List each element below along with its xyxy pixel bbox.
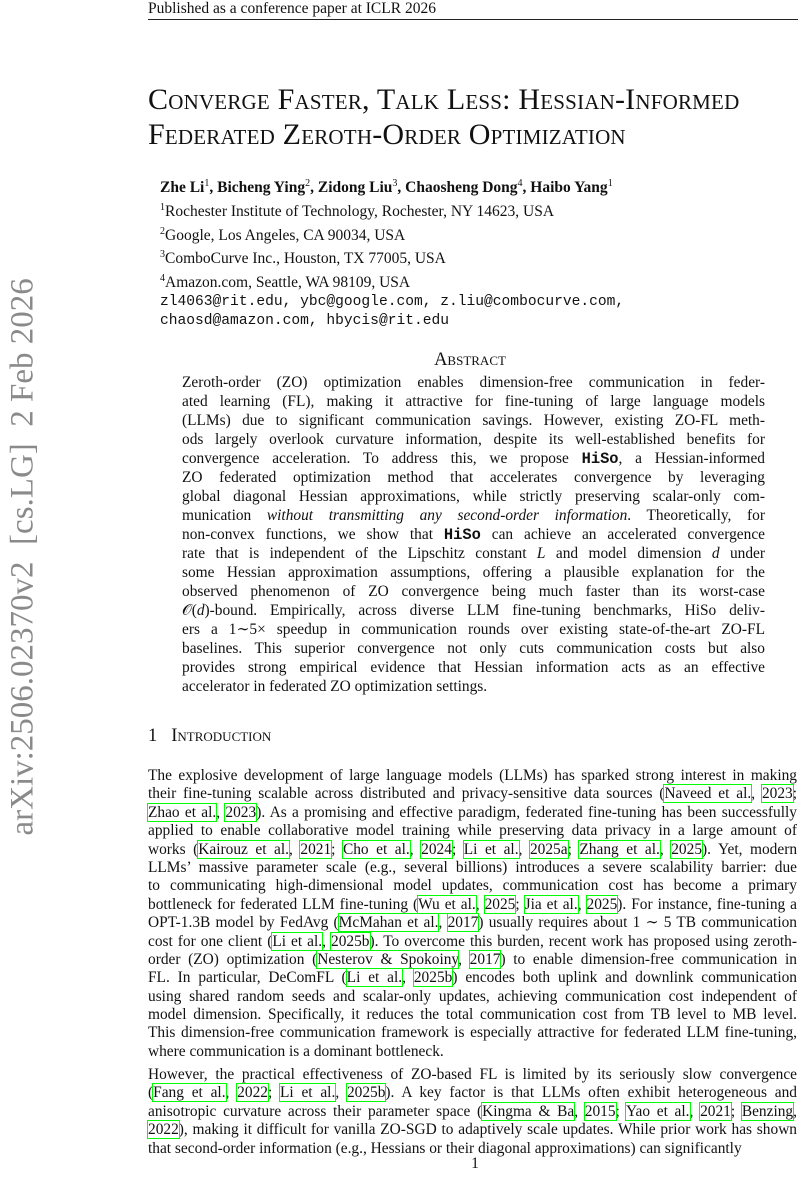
text-span: ,: [288, 840, 301, 858]
citation-link[interactable]: Li et al.: [346, 969, 403, 987]
text-span: some Hessian approximation assumptions, offering a plausible explanation for the: [182, 564, 765, 581]
text-span: ;: [615, 1102, 626, 1120]
section-heading: [148, 726, 271, 747]
text-span: ,: [751, 785, 762, 803]
abstract-heading: Abstract: [434, 350, 506, 370]
citation-link[interactable]: Li et al.: [272, 932, 323, 950]
citation-link[interactable]: Yao et al.: [625, 1102, 690, 1120]
arxiv-stamp: arXiv:2506.02370v2 [cs.LG] 2 Feb 2026: [4, 278, 41, 836]
text-span: ;: [267, 1084, 281, 1102]
text-span: OPT-1.3B model by FedAvg (: [148, 914, 339, 932]
text-span: works (: [148, 840, 199, 858]
text-span: ;: [515, 895, 525, 913]
text-line: [182, 639, 765, 658]
paper-title: [148, 82, 739, 152]
affiliation-marker: 3: [392, 178, 398, 189]
text-span: can achieve an accelerated convergence: [480, 526, 765, 543]
text-line: [148, 877, 797, 895]
author-block: [160, 174, 624, 332]
text-span: using shared random seeds and scalar-only updates, achieving communication cost independent of: [148, 987, 797, 1005]
text-line: [182, 601, 765, 620]
text-span: 𝒪(: [182, 602, 197, 619]
affiliation-marker: 3: [160, 249, 165, 261]
text-span: ,: [335, 1084, 347, 1102]
text-span: ) usually requires about 1 ∼ 5 TB communication: [478, 914, 797, 932]
method-name: HiSo: [581, 450, 619, 468]
text-span: ,: [322, 932, 332, 950]
citation-link[interactable]: Kairouz et al.: [198, 840, 289, 858]
text-span: ). As a promising and effective paradigm, federated fine-tuning has been successfully: [256, 803, 797, 821]
text-span: ,: [402, 969, 414, 987]
citation-link[interactable]: Zhao et al.: [148, 803, 217, 821]
citation-link[interactable]: 2022: [237, 1084, 268, 1102]
text-line: [148, 1024, 797, 1042]
citation-link[interactable]: 2021: [300, 840, 332, 858]
citation-link[interactable]: 2023: [225, 803, 257, 821]
text-line: [148, 859, 797, 877]
text-span: order (ZO) optimization (: [148, 950, 318, 968]
text-span: ,: [438, 914, 448, 932]
author-name: Bicheng Ying: [217, 179, 306, 197]
text-span: ), making it difficult for vanilla ZO-SGD to adaptively scale updates. While prior work has shown: [178, 1121, 797, 1139]
citation-link[interactable]: Kingma & Ba: [482, 1102, 575, 1120]
text-span: (: [148, 1084, 154, 1102]
affiliation-marker: 2: [305, 178, 311, 189]
affiliation-marker: 4: [517, 178, 523, 189]
affiliation-text: ComboCurve Inc., Houston, TX 77005, USA: [165, 250, 446, 268]
citation-link[interactable]: 2025: [586, 895, 618, 913]
text-span: ;: [730, 1102, 742, 1120]
text-line: [182, 544, 765, 563]
text-line: [148, 1043, 797, 1061]
text-span: ;: [331, 840, 343, 858]
text-span: to communicating high-dimensional model updates, communication cost has become a primary: [148, 877, 797, 895]
title-line: Federated Zeroth-Order Optimization: [148, 118, 626, 151]
abstract-body: [182, 373, 765, 696]
page-number: 1: [471, 1155, 479, 1172]
header-rule: [148, 19, 798, 20]
affiliation-marker: 1: [607, 178, 613, 189]
email-line: chaosd@amazon.com, hbycis@rit.edu: [160, 313, 450, 330]
text-span: accelerator in federated ZO optimization settings.: [182, 678, 488, 695]
text-line: [182, 430, 765, 449]
text-span: (LLMs) due to significant communication savings. However, existing ZO-FL meth-: [182, 412, 765, 429]
text-span: applied to enable collaborative model training while preserving data privacy in a large amount of: [148, 822, 797, 840]
text-span: rate that is independent of the Lipschitz constant: [182, 545, 537, 562]
text-span: model dimension. Specifically, it reduces the total communication cost from TB level to MB level.: [148, 1006, 797, 1024]
text-span: observed phenomenon of ZO convergence being much faster than its worst-case: [182, 583, 765, 600]
text-line: [148, 822, 797, 840]
text-line: [148, 951, 797, 969]
text-span: ;: [451, 840, 464, 858]
text-line: [148, 914, 797, 932]
citation-link[interactable]: Fang et al.: [153, 1084, 226, 1102]
text-line: [148, 841, 797, 859]
text-span: where communication is a dominant bottleneck.: [148, 1042, 444, 1060]
text-line: [148, 1066, 797, 1084]
citation-link[interactable]: Cho et al.: [342, 840, 410, 858]
section-title: Introduction: [171, 726, 272, 746]
text-line: [148, 804, 797, 822]
citation-link[interactable]: 2025: [671, 840, 703, 858]
text-span: , a Hessian-informed: [618, 450, 765, 467]
text-span: ,: [659, 840, 672, 858]
method-name: HiSo: [443, 526, 481, 544]
text-line: [148, 785, 797, 803]
citation-link[interactable]: McMahan et al.: [338, 914, 439, 932]
text-span: ) to enable dimension-free communication in: [500, 950, 798, 968]
text-span: convergence acceleration. To address this, we propose: [182, 450, 582, 467]
text-span: ZO federated optimization method that accelerates convergence by leveraging: [182, 469, 765, 486]
running-header: Published as a conference paper at ICLR 2026: [148, 0, 436, 17]
citation-link[interactable]: Benzing: [741, 1102, 794, 1120]
text-line: [148, 1103, 797, 1121]
text-span: ,: [458, 950, 470, 968]
citation-link[interactable]: Wu et al.: [418, 895, 476, 913]
author-name: Chaosheng Dong: [405, 179, 518, 197]
affiliation-text: Amazon.com, Seattle, WA 98109, USA: [165, 274, 411, 292]
text-span: ,: [216, 803, 226, 821]
text-line: [182, 582, 765, 601]
text-span: and model dimension: [545, 545, 712, 562]
text-line: [182, 487, 765, 506]
affiliation-text: Rochester Institute of Technology, Rochester, NY 14623, USA: [165, 202, 555, 220]
italic-text: d: [711, 545, 720, 562]
text-line: [182, 468, 765, 487]
text-span: munication: [182, 507, 267, 524]
intro-paragraph-2: [148, 1066, 797, 1158]
text-span: ). A key factor is that LLMs often exhibit heterogeneous and: [385, 1084, 797, 1102]
text-line: [182, 677, 765, 696]
text-line: [148, 988, 797, 1006]
text-line: [182, 411, 765, 430]
section-number: 1: [148, 726, 158, 746]
text-line: [182, 563, 765, 582]
text-line: [182, 658, 765, 677]
text-span: under: [719, 545, 765, 562]
text-span: anisotropic curvature across their parameter space (: [148, 1102, 483, 1120]
citation-link[interactable]: 2025a: [529, 840, 568, 858]
affiliation: [160, 222, 624, 246]
text-line: [148, 1006, 797, 1024]
text-span: However, the practical effectiveness of ZO-based FL is limited by its seriously slow convergence: [148, 1066, 797, 1083]
text-span: ). For instance, fine-tuning a: [617, 895, 798, 913]
affiliation: [160, 198, 624, 222]
affiliation-marker: 2: [160, 225, 165, 237]
text-span: ;: [567, 840, 580, 858]
text-span: LLMs’ massive parameter scale (e.g., several billions) introduces a severe scalability barrier: due: [148, 858, 797, 876]
text-span: ). Yet, modern: [702, 840, 798, 858]
text-line: [148, 969, 797, 987]
text-span: . Theoretically, for: [627, 507, 765, 524]
text-span: baselines. This superior convergence not only cuts communication costs but also: [182, 640, 765, 657]
text-line: [182, 506, 765, 525]
affiliation-marker: 1: [160, 201, 165, 213]
citation-link[interactable]: 2025b: [331, 932, 370, 950]
text-line: [148, 896, 797, 914]
text-span: ,: [577, 895, 587, 913]
text-span: bottleneck for federated LLM fine-tuning (: [148, 895, 419, 913]
text-span: ). To overcome this burden, recent work has proposed using zeroth-: [369, 932, 797, 950]
text-span: global diagonal Hessian approximations, while strictly preserving scalar-only com-: [182, 488, 765, 505]
text-line: [182, 449, 765, 468]
text-span: The explosive development of large language models (LLMs) has sparked strong interest in making: [148, 767, 797, 784]
email-line: zl4063@rit.edu, ybc@google.com, z.liu@combocurve.com,: [160, 293, 625, 310]
affiliations: [160, 198, 624, 293]
citation-link[interactable]: Nesterov & Spokoiny: [317, 950, 459, 968]
text-line: [148, 767, 797, 785]
title-line: Converge Faster, Talk Less: Hessian-Informed: [148, 83, 740, 116]
citation-link[interactable]: 2017: [447, 914, 479, 932]
affiliation-marker: 1: [204, 178, 210, 189]
text-span: that second-order information (e.g., Hessians or their diagonal approximations) can significantly: [148, 1139, 742, 1157]
text-span: non-convex functions, we show that: [182, 526, 444, 543]
text-span: FL. In particular, DeComFL (: [148, 969, 347, 987]
affiliation-marker: 4: [160, 273, 165, 284]
text-span: their fine-tuning scalable across distributed and privacy-sensitive data sources (: [148, 785, 665, 803]
text-span: ,: [689, 1102, 701, 1120]
text-span: ,: [475, 895, 485, 913]
text-line: [182, 392, 765, 411]
author-names: Zhe Li$^1$, Bicheng Ying$^2$, Zidong Liu$^3$, Chaosheng Dong$^4$, Haibo Yang$^1$: [160, 178, 613, 197]
citation-link[interactable]: 2021: [700, 1102, 731, 1120]
text-span: ) encodes both uplink and downlink communication: [452, 969, 798, 987]
text-span: ,: [518, 840, 530, 858]
text-span: ;: [792, 785, 797, 803]
text-span: ,: [574, 1102, 585, 1120]
citation-link[interactable]: Jia et al.: [524, 895, 578, 913]
text-line: [182, 525, 765, 544]
text-span: ,: [409, 840, 422, 858]
text-line: [148, 1084, 797, 1102]
text-span: ,: [793, 1102, 797, 1120]
citation-link[interactable]: 2025b: [346, 1084, 386, 1102]
author-name: Zhe Li: [160, 179, 205, 197]
intro-paragraph-1: [148, 767, 797, 1061]
text-span: Zeroth-order (ZO) optimization enables dimension-free communication in feder-: [182, 374, 765, 391]
citation-link[interactable]: 2025: [484, 895, 516, 913]
affiliation: [160, 269, 624, 293]
text-span: ated learning (FL), making it attractive for fine-tuning of large language models: [182, 393, 765, 410]
italic-text: L: [536, 545, 546, 562]
citation-link[interactable]: 2017: [469, 950, 501, 968]
citation-link[interactable]: 2023: [761, 785, 793, 803]
citation-link[interactable]: 2022: [148, 1121, 179, 1139]
text-line: [182, 373, 765, 392]
text-span: )-bound. Empirically, across diverse LLM fine-tuning benchmarks, HiSo deliv-: [204, 602, 765, 619]
text-span: This dimension-free communication framework is especially attractive for federated LLM fine-tuning,: [148, 1024, 797, 1042]
text-span: ers a 1∼5× speedup in communication rounds over existing state-of-the-art ZO-FL: [182, 621, 765, 638]
citation-link[interactable]: 2015: [584, 1102, 616, 1120]
text-line: [148, 1121, 797, 1139]
author-name: Zidong Liu: [317, 179, 393, 197]
text-line: [182, 620, 765, 639]
citation-link[interactable]: 2024: [421, 840, 452, 858]
citation-link[interactable]: 2025b: [413, 969, 453, 987]
citation-link[interactable]: Li et al.: [280, 1084, 336, 1102]
italic-text: without transmitting any second-order information: [266, 507, 628, 524]
citation-link[interactable]: Li et al.: [463, 840, 519, 858]
affiliation: [160, 245, 624, 269]
text-span: ods largely overlook curvature information, despite its well-established benefits for: [182, 431, 765, 448]
italic-text: d: [196, 602, 205, 619]
text-span: provides strong empirical evidence that Hessian information acts as an effective: [182, 659, 765, 676]
text-span: ,: [225, 1084, 238, 1102]
text-line: [148, 933, 797, 951]
citation-link[interactable]: Zhang et al.: [579, 840, 660, 858]
affiliation-text: Google, Los Angeles, CA 90034, USA: [165, 226, 406, 244]
author-name: Haibo Yang: [530, 179, 608, 197]
text-span: cost for one client (: [148, 932, 273, 950]
citation-link[interactable]: Naveed et al.: [664, 785, 752, 803]
